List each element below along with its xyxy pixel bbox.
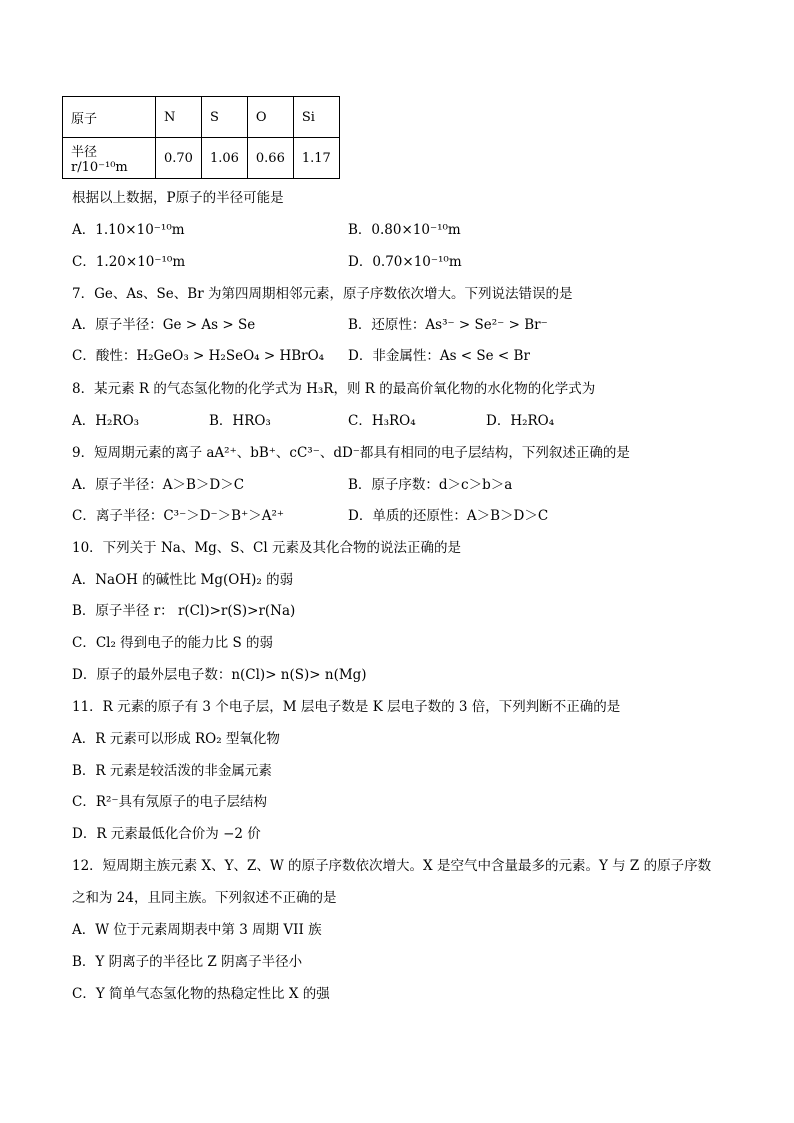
table-cell: 0.66: [247, 138, 293, 179]
table-cell: 原子: [63, 97, 156, 138]
option-a: A．R 元素可以形成 RO₂ 型氧化物: [72, 731, 280, 747]
option-b: B．原子半径 r： r(Cl)>r(S)>r(Na): [72, 603, 296, 619]
option-b: B．HRO₃: [209, 413, 271, 429]
option-a: A．H₂RO₃: [72, 413, 140, 429]
table-row: [63, 138, 340, 179]
question-stem: 11．R 元素的原子有 3 个电子层，M 层电子数是 K 层电子数的 3 倍，下列判断不正确的是: [72, 699, 621, 715]
question-stem: 根据以上数据，P原子的半径可能是: [72, 190, 284, 206]
option-c: C．离子半径：C³⁻＞D⁻＞B⁺＞A²⁺: [72, 508, 284, 524]
question-stem: 7．Ge、As、Se、Br 为第四周期相邻元素，原子序数依次增大。下列说法错误的是: [72, 286, 573, 302]
option-a: A．原子半径：Ge > As > Se: [72, 317, 256, 333]
radius-table: [62, 96, 340, 179]
option-c: C．R²⁻具有氖原子的电子层结构: [72, 794, 268, 810]
option-b: B．0.80×10⁻¹⁰m: [348, 222, 461, 238]
option-c: C．Y 简单气态氢化物的热稳定性比 X 的强: [72, 986, 330, 1002]
option-c: C．Cl₂ 得到电子的能力比 S 的弱: [72, 635, 274, 651]
option-a: A．原子半径：A＞B＞D＞C: [72, 477, 245, 493]
table-cell: 1.17: [293, 138, 339, 179]
question-stem-continued: 之和为 24，且同主族。下列叙述不正确的是: [72, 890, 337, 906]
option-a: A．W 位于元素周期表中第 3 周期 VII 族: [72, 922, 322, 938]
option-c: C．1.20×10⁻¹⁰m: [72, 254, 186, 270]
option-a: A．1.10×10⁻¹⁰m: [72, 222, 185, 238]
table-cell: 1.06: [201, 138, 247, 179]
option-a: A．NaOH 的碱性比 Mg(OH)₂ 的弱: [72, 572, 294, 588]
table-cell: Si: [293, 97, 339, 138]
option-b: B．原子序数：d＞c＞b＞a: [348, 477, 513, 493]
table-cell: 半径r/10⁻¹⁰m: [63, 138, 156, 179]
option-d: D．R 元素最低化合价为 −2 价: [72, 826, 261, 842]
question-stem: 9．短周期元素的离子 aA²⁺、bB⁺、cC³⁻、dD⁻都具有相同的电子层结构，下列叙述正确的是: [72, 445, 630, 461]
option-d: D．0.70×10⁻¹⁰m: [348, 254, 462, 270]
table-cell: 0.70: [156, 138, 202, 179]
table-cell: N: [156, 97, 202, 138]
table-row: [63, 97, 340, 138]
question-stem: 10．下列关于 Na、Mg、S、Cl 元素及其化合物的说法正确的是: [72, 540, 461, 556]
option-c: C．酸性：H₂GeO₃ > H₂SeO₄ > HBrO₄: [72, 348, 325, 364]
option-c: C．H₃RO₄: [348, 413, 416, 429]
option-d: D．H₂RO₄: [486, 413, 555, 429]
table-cell: S: [201, 97, 247, 138]
question-stem: 12．短周期主族元素 X、Y、Z、W 的原子序数依次增大。X 是空气中含量最多的元素。Y 与 Z 的原子序数: [72, 858, 712, 874]
option-b: B．还原性：As³⁻ > Se²⁻ > Br⁻: [348, 317, 548, 333]
option-d: D．非金属性：As < Se < Br: [348, 348, 530, 364]
option-d: D．单质的还原性：A＞B＞D＞C: [348, 508, 549, 524]
table-cell: O: [247, 97, 293, 138]
option-d: D．原子的最外层电子数：n(Cl)> n(S)> n(Mg): [72, 667, 367, 683]
question-stem: 8．某元素 R 的气态氢化物的化学式为 H₃R，则 R 的最高价氧化物的水化物的化学式为: [72, 381, 596, 397]
option-b: B．Y 阴离子的半径比 Z 阴离子半径小: [72, 954, 303, 970]
option-b: B．R 元素是较活泼的非金属元素: [72, 763, 272, 779]
